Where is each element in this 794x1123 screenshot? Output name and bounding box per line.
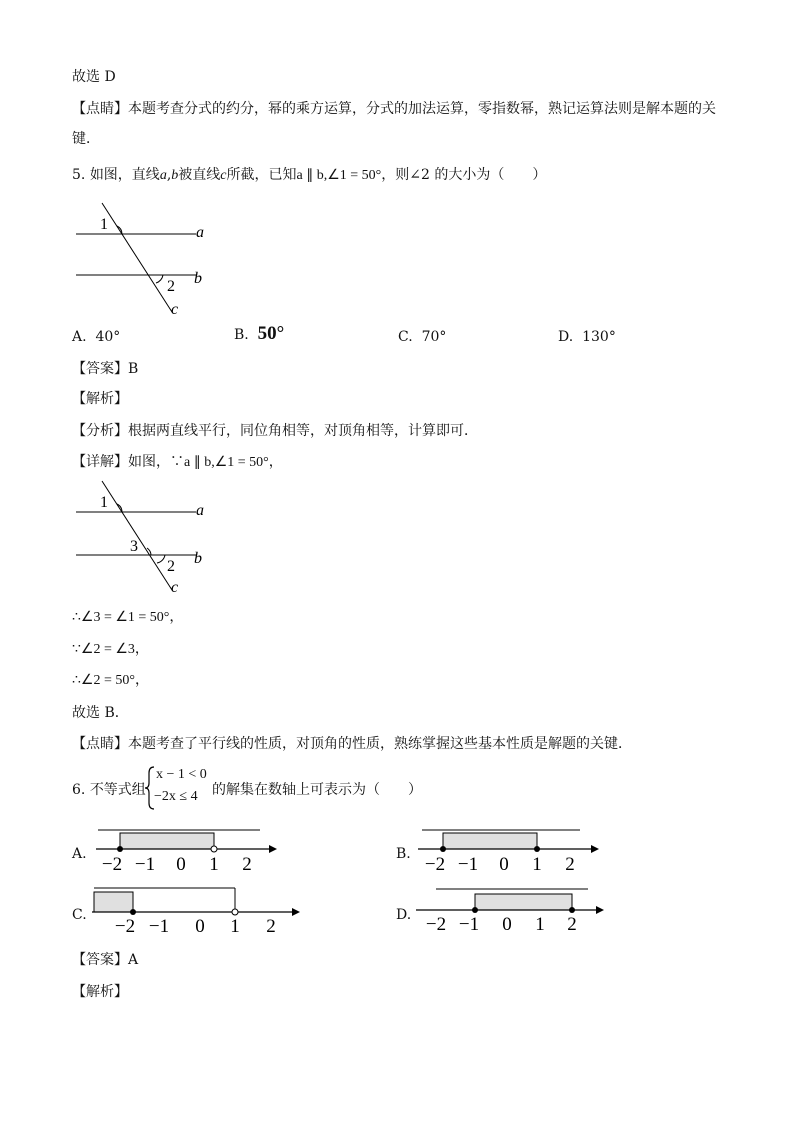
question-5-text: 如图，直线 (89, 167, 160, 183)
var-c: c (220, 168, 227, 183)
option-value: 50° (257, 323, 285, 344)
option-b (234, 325, 284, 344)
comment-text-cont: 键． (72, 131, 100, 147)
parallel-lines-figure (70, 196, 220, 320)
answer-6: 【答案】A (72, 952, 139, 968)
option-value: 40° (95, 329, 121, 345)
var-b: b (171, 168, 179, 183)
parallel-lines-figure-2 (70, 474, 220, 598)
angle-1-label: 1 (100, 494, 108, 511)
option-key: D. (558, 329, 574, 345)
tick-label: 0 (176, 854, 186, 874)
question-number: 6. (72, 782, 86, 798)
option-key: C. (398, 329, 413, 345)
number-line-d (412, 884, 612, 936)
tick-label: 0 (195, 916, 205, 936)
detail-5 (72, 453, 283, 472)
conclusion-text: 故选 D (72, 69, 116, 85)
tick-label: 0 (502, 914, 512, 935)
tick-label: 1 (535, 914, 545, 935)
question-6-tail: 的解集在数轴上可表示为（ ） (212, 782, 422, 798)
line-b-label: b (194, 270, 202, 287)
line-b-label: b (194, 550, 202, 567)
tick-label: −1 (148, 916, 170, 936)
tick-label: −1 (134, 854, 156, 874)
option-c-key: C. (72, 907, 87, 923)
angle-2-label: 2 (167, 278, 175, 295)
number-line-a (88, 824, 288, 874)
number-line-b (410, 824, 610, 874)
step-1: ∴∠3 = ∠1 = 50°， (72, 610, 184, 625)
tick-label: 2 (266, 916, 276, 936)
detail-5-math: a ∥ b,∠1 = 50° (184, 455, 269, 470)
option-d-key: D. (396, 907, 412, 923)
tick-label: 0 (499, 854, 509, 874)
inequality-1: x − 1 < 0 (156, 767, 207, 782)
inequality-system (144, 765, 214, 811)
analysis-heading-6: 【解析】 (72, 984, 128, 1000)
tick-label: −2 (101, 854, 123, 874)
comma: , (166, 167, 172, 183)
question-5 (72, 166, 546, 185)
line-c-label: c (171, 301, 179, 318)
analysis-5: 【分析】根据两直线平行，同位角相等，对顶角相等，计算即可． (72, 423, 478, 439)
tick-label: −2 (114, 916, 136, 936)
detail-5-text: 【详解】如图，∵ (72, 454, 184, 470)
question-number: 5. (72, 167, 86, 183)
tick-label: −2 (425, 914, 447, 935)
line-a-label: a (196, 224, 204, 241)
step-2: ∵∠2 = ∠3， (72, 642, 149, 657)
line-a-label: a (196, 502, 204, 519)
option-value: 70° (421, 329, 447, 345)
question-5-text: ，则∠2 的大小为（ ） (381, 167, 547, 183)
analysis-heading-5: 【解析】 (72, 391, 128, 407)
detail-5-comma: ， (268, 454, 283, 470)
tick-label: 1 (209, 854, 219, 874)
tick-label: 1 (532, 854, 542, 874)
question-6-text: 不等式组 (89, 782, 146, 798)
tick-label: 2 (565, 854, 575, 874)
answer-5: 【答案】B (72, 361, 139, 377)
var-a: a (159, 168, 167, 183)
question-5-text: 所截，已知 (226, 167, 297, 183)
angle-3-label: 3 (130, 538, 138, 555)
option-value: 130° (582, 329, 616, 345)
option-b-key: B. (396, 846, 411, 862)
option-c (398, 328, 446, 346)
condition-math: a ∥ b,∠1 = 50° (296, 168, 382, 183)
tick-label: −1 (457, 854, 479, 874)
angle-2-label: 2 (167, 558, 175, 575)
question-6 (72, 781, 146, 799)
line-c-label: c (171, 579, 179, 596)
option-key: A. (72, 329, 87, 345)
option-a-key: A. (72, 846, 87, 862)
option-key: B. (234, 327, 249, 343)
comment-5: 【点睛】本题考查了平行线的性质，对顶角的性质，熟练掌握这些基本性质是解题的关键． (72, 736, 632, 752)
option-d (558, 328, 616, 346)
option-a (72, 328, 120, 346)
tick-label: 2 (242, 854, 252, 874)
inequality-2: −2x ≤ 4 (154, 789, 198, 804)
tick-label: 1 (230, 916, 240, 936)
comment-text: 【点睛】本题考查分式的约分，幂的乘方运算，分式的加法运算，零指数幂，熟记运算法则是解本题的关 (72, 101, 716, 117)
step-3: ∴∠2 = 50°， (72, 673, 149, 688)
question-5-text: 被直线 (178, 167, 221, 183)
tick-label: 2 (567, 914, 577, 935)
tick-label: −2 (424, 854, 446, 874)
tick-label: −1 (458, 914, 480, 935)
step-4: 故选 B． (72, 705, 129, 721)
angle-1-label: 1 (100, 216, 108, 233)
number-line-c (88, 884, 310, 936)
